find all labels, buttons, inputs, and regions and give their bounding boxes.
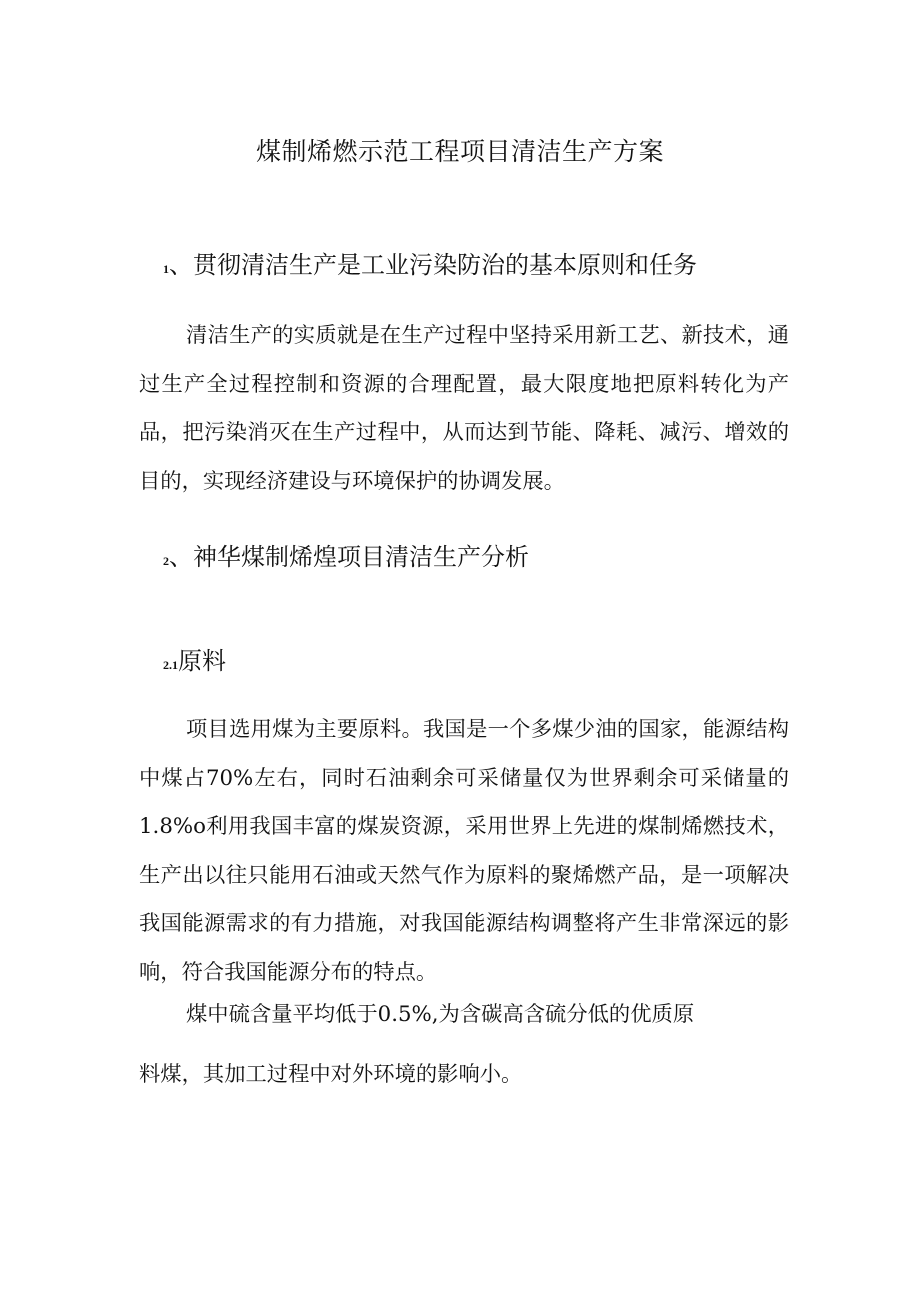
section-1-paragraph: 清洁生产的实质就是在生产过程中坚持采用新工艺、新技术，通过生产全过程控制和资源的合理配置，最大限度地把原料转化为产品，把污染消灭在生产过程中，从而达到节能、降耗、减污、增效的目的，实现经济建设与环境保护的协调发展。 [139,323,789,494]
section-heading-1 [163,245,697,289]
section-separator: 、 [169,543,193,571]
paragraph-line: 料煤，其加工过程中对外环境的影响小。 [139,1062,523,1087]
section-number: 1 [163,262,169,276]
section-heading-2 [163,537,529,581]
section-separator: 、 [169,251,193,279]
subsection-heading-text: 原料 [178,647,226,675]
subsection-heading-2-1 [163,641,226,685]
paragraph-line: 煤中硫含量平均低于0.5%,为含碳高含硫分低的优质原 [186,1002,695,1027]
section-heading-text: 神华煤制烯煌项目清洁生产分析 [193,543,529,571]
raw-material-paragraph: 项目选用煤为主要原料。我国是一个多煤少油的国家，能源结构中煤占70%左右，同时石油剩余可采储量仅为世界剩余可采储量的1.8%o利用我国丰富的煤炭资源，采用世界上先进的煤制烯燃技术，生产出以往只能用石油或天然气作为原料的聚烯燃产品，是一项解决我国能源需求的有力措施，对我国能源结构调整将产生非常深远的影响，符合我国能源分布的特点。 [139,717,789,985]
section-heading-text: 贯彻清洁生产是工业污染防治的基本原则和任务 [193,251,697,279]
page-title: 煤制烯燃示范工程项目清洁生产方案 [255,137,664,166]
section-number: 2 [163,554,169,568]
subsection-number: 2.1 [163,658,178,672]
